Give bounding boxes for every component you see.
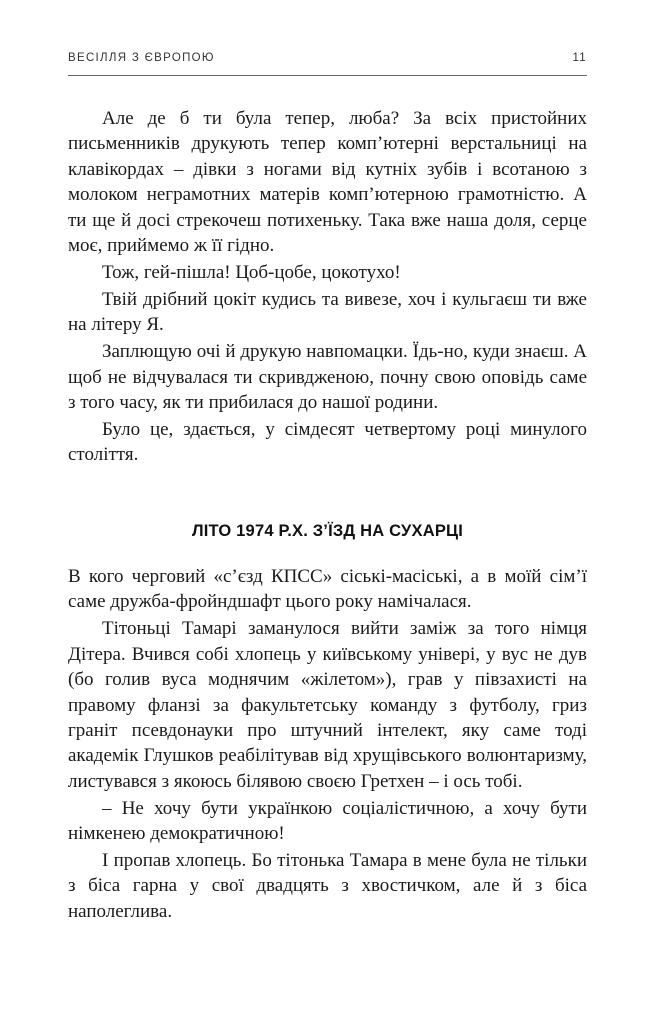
- paragraph: Тож, гей-пішла! Цоб-цобе, цокотухо!: [102, 261, 401, 283]
- intro-text: [68, 106, 587, 469]
- section-heading: ЛІТО 1974 Р.Х. З’ЇЗД НА СУХАРЦІ: [191, 522, 464, 540]
- header-rule: [68, 75, 587, 76]
- section-text: [68, 564, 587, 926]
- paragraph: – Не хочу бути українкою соціалістичною, а хочу бути німкенею демократичною!: [68, 797, 587, 845]
- page-number: 11: [572, 52, 587, 64]
- running-header: [68, 52, 587, 64]
- paragraph: В кого черговий «с’єзд КПСС» сіські-масіські, а в моїй сім’ї саме дружба-фройндшафт цього року намічалася.: [68, 566, 587, 613]
- paragraph: Твій дрібний цокіт кудись та вивезе, хоч і кульгаєш ти вже на літеру Я.: [68, 288, 587, 336]
- paragraph: Заплющую очі й друкую навпомацки. Їдь-но, куди знаєш. А щоб не відчувалася ти скривдженою, почну свою оповідь саме з того часу, як ти прибилася до нашої родини.: [68, 341, 587, 413]
- paragraph: Але де б ти була тепер, люба? За всіх пристойних письменників друкують тепер комп’ютерні верстальниці на клавікордах – дівки з ногами від кутніх зубів і всотаною з молоком неграмотних матерів комп’ютерною грамотністю. А ти ще й досі стрекочеш потихеньку. Така вже наша доля, серце моє, приймемо ж її гідно.: [68, 108, 587, 257]
- running-title: ВЕСІЛЛЯ З ЄВРОПОЮ: [68, 52, 215, 64]
- paragraph: І пропав хлопець. Бо тітонька Тамара в мене була не тільки з біса гарна у свої двадцять з хвостичком, але й з біса наполеглива.: [68, 849, 587, 922]
- paragraph: Тітоньці Тамарі заманулося вийти заміж за того німця Дітера. Вчився собі хлопець у київському універі, у вус не дув (бо голив вуса моднячим «жілетом»), грав у півзахисті на правому фланзі за факультетську команду з футболу, гриз граніт псевдонауки про штучний інтелект, яку саме тоді академік Глушков реабілітував від хрущівського волюнтаризму, листувався з якоюсь білявою своєю Гретхен – і ось тобі.: [68, 618, 587, 792]
- paragraph: Було це, здається, у сімдесят четвертому році минулого століття.: [68, 418, 587, 466]
